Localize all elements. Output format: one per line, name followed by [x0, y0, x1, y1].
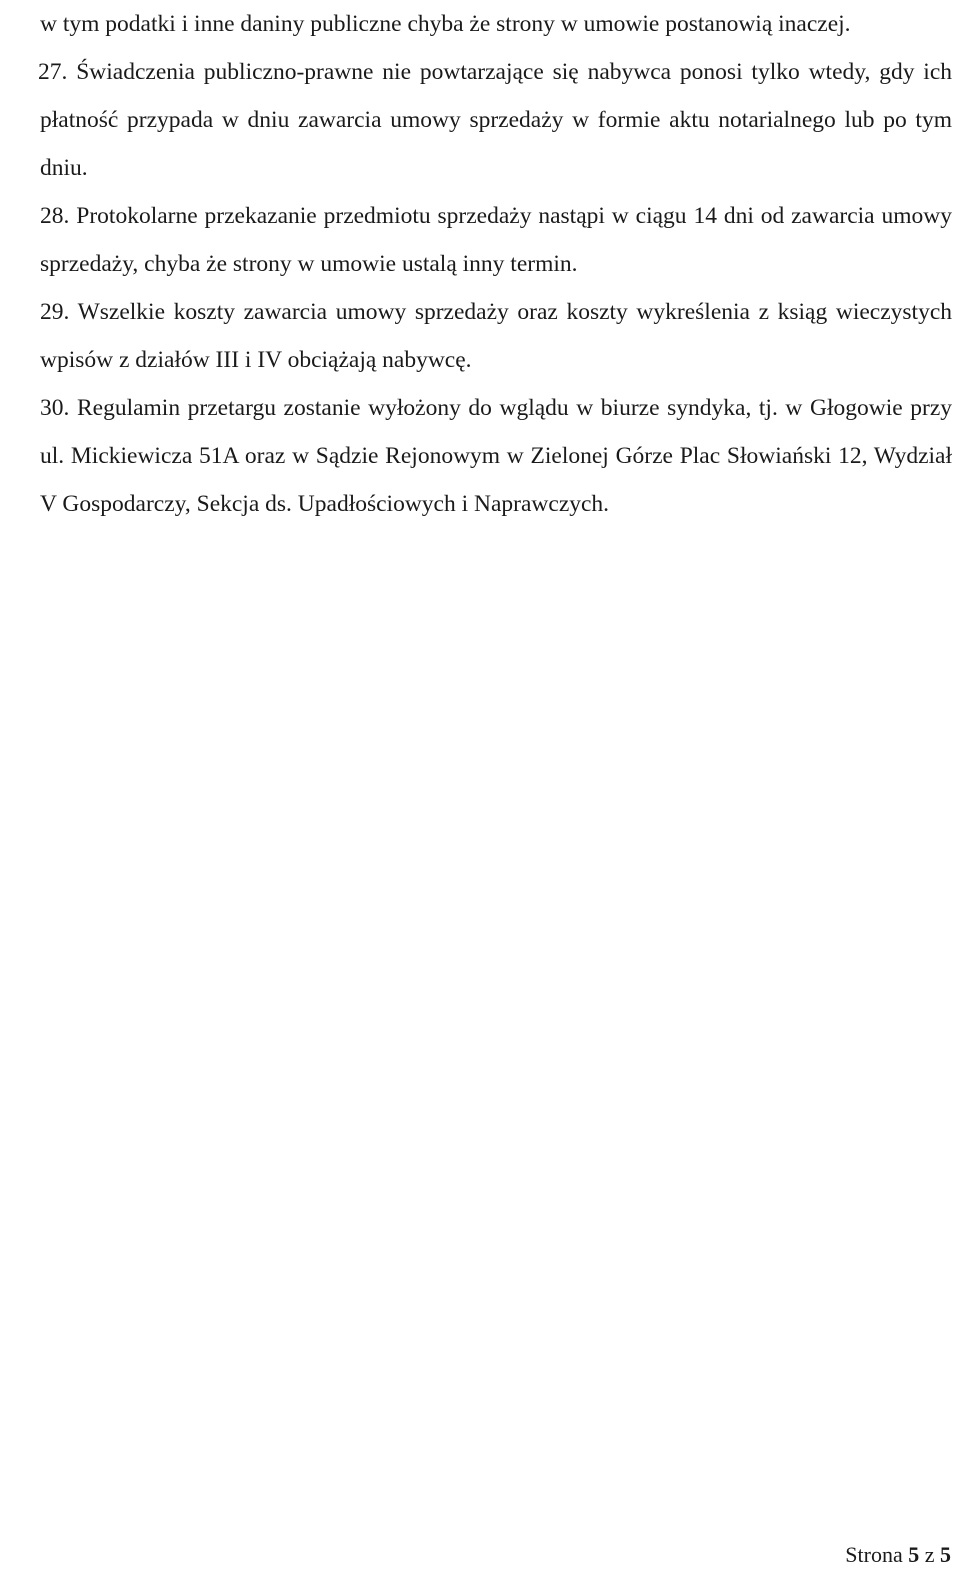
list-item-29 [40, 288, 952, 384]
list-item-30 [40, 384, 952, 528]
item-text: Regulamin przetargu zostanie wyłożony do wglądu w biurze syndyka, tj. w Głogowie przy ul. Mickiewicza 51A oraz w Sądzie Rejonowym w Zielonej Górze Plac Słowiański 12, Wydział V Gospodarczy, Sekcja ds. Upadłościowych i Naprawczych. [40, 395, 952, 517]
page-separator: z [924, 1542, 935, 1567]
current-page-number: 5 [908, 1542, 920, 1567]
item-text: Protokolarne przekazanie przedmiotu sprzedaży nastąpi w ciągu 14 dni od zawarcia umowy sprzedaży, chyba że strony w umowie ustalą inny termin. [40, 203, 952, 277]
page-footer [845, 1540, 951, 1570]
item-number: 28. [40, 203, 70, 229]
item-text: Wszelkie koszty zawarcia umowy sprzedaży oraz koszty wykreślenia z ksiąg wieczystych wpisów z działów III i IV obciążają nabywcę. [40, 299, 952, 373]
total-pages-number: 5 [940, 1542, 951, 1567]
list-item-28 [40, 192, 952, 288]
list-item-27 [40, 48, 952, 192]
paragraph-continuation: w tym podatki i inne daniny publiczne chyba że strony w umowie postanowią inaczej. [40, 11, 851, 37]
item-number: 27. [38, 59, 68, 85]
page-label: Strona [845, 1542, 903, 1567]
item-number: 29. [40, 299, 70, 325]
document-body [40, 0, 952, 528]
item-text: Świadczenia publiczno-prawne nie powtarzające się nabywca ponosi tylko wtedy, gdy ich płatność przypada w dniu zawarcia umowy sprzedaży w formie aktu notarialnego lub po tym dniu. [40, 59, 953, 181]
item-number: 30. [40, 395, 70, 421]
